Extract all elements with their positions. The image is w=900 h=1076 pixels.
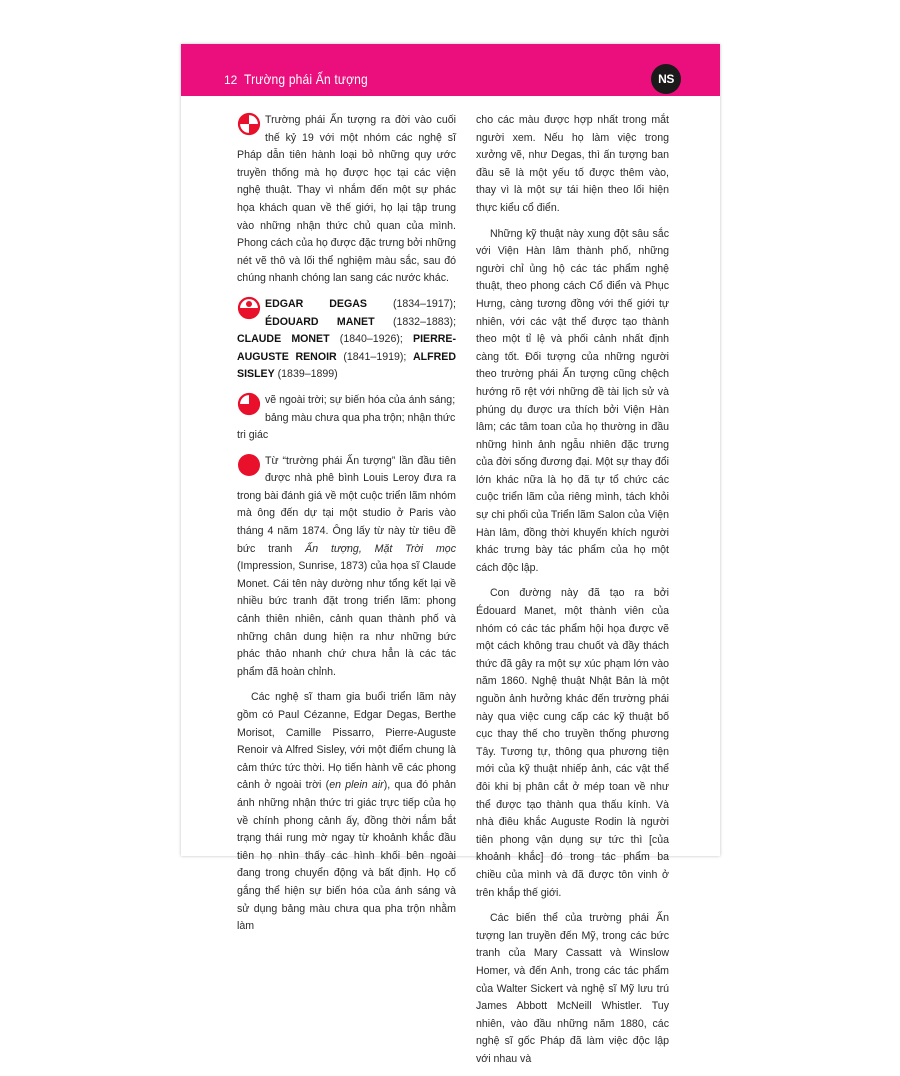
book-page: [181, 44, 720, 1065]
plein-air-term: en plein air: [329, 779, 384, 792]
exhibit-text-b: ), qua đó phản ánh những nhận thức tri giác trực tiếp của họ về chính phong cảnh ấy, đồng thời nắm bắt trạng thái rung mờ ngay từ khoảnh khắc đầu tiên họ nhìn thấy các hình khối bên ngoài đang trong chuyển động và bất định. Họ cố gắng thể hiện sự biến hóa của ánh sáng và sử dụng bảng màu chưa qua pha trộn nhằm làm: [237, 779, 457, 933]
full-circle-icon: [237, 453, 263, 479]
quarter-clock-icon: [237, 112, 263, 138]
exhibit-text-a: Các nghệ sĩ tham gia buổi triển lãm này gồm có Paul Cézanne, Edgar Degas, Berthe Morisot, Camille Pissarro, Pierre-Auguste Renoir và Alfred Sisley, với một điểm chung là cảm thức tức thời. Họ tiến hành vẽ các phong cảnh ở ngoài trời (: [237, 691, 456, 792]
three-quarter-clock-icon: [237, 392, 263, 418]
artist-name: PIERRE-AUGUSTE RENOIR: [237, 333, 456, 363]
paragraph: cho các màu được hợp nhất trong mắt người xem. Nếu họ làm việc trong xưởng vẽ, như Degas, thì ấn tượng ban đầu sẽ là một yếu tố được thêm vào, thay vì là một sự tái hiện theo lối hiện thực kiểu cổ điển.: [476, 114, 669, 214]
artist-dates: (1839–1899): [274, 368, 338, 381]
features-text: vẽ ngoài trời; sự biến hóa của ánh sáng; bảng màu chưa qua pha trộn; nhận thức tri giác: [237, 393, 456, 442]
origin-text-a: Từ “trường phái Ấn tượng” lần đầu tiên được nhà phê bình Louis Leroy đưa ra trong bài đánh giá về một cuộc triển lãm nhóm mà ông đến dự tại một studio ở Paris vào tháng 4 năm 1874. Ông lấy từ này từ tiêu đề bức tranh: [237, 454, 456, 555]
artist-dates: (1841–1919);: [336, 350, 414, 363]
artists-icon: [237, 296, 263, 322]
key-artists: [237, 296, 456, 384]
artist-name: ÉDOUARD MANET: [265, 315, 375, 328]
page-header: [181, 44, 720, 96]
paragraph: Những kỹ thuật này xung đột sâu sắc với Viện Hàn lâm thành phố, những người chỉ ủng hộ các tác phẩm nghệ thuật, theo phong cách Cổ điển và Phục Hưng, càng tương đồng với thế giới tự nhiên, với các vật thể được tạo thành theo một tỉ lệ và phối cảnh nhất định càng tốt. Đối tượng của những người theo trường phái Ấn tượng cũng chệch hướng rõ rệt với những đề tài lịch sử và phúng dụ được ưa thích bởi Viện Hàn lâm; các tâm toan của họ thường in đầu những hình ảnh ngẫu nhiên đặc trưng của đời sống đương đại. Một sự thay đổi lớn khác nữa là họ đã tự tổ chức các cuộc triển lãm của riêng mình, tách khỏi sự chi phối của Triển lãm Salon của Viện Hàn lâm, đồng thời khuyến khích người khác trưng bày tác phẩm của họ một cách độc lập.: [476, 227, 669, 574]
exhibit-paragraph: [237, 689, 456, 935]
artist-dates: (1834–1917);: [366, 297, 456, 310]
artist-name: CLAUDE MONET: [237, 333, 330, 346]
paragraph: Các biến thể của trường phái Ấn tượng lan truyền đến Mỹ, trong các bức tranh của Mary Cassatt và Winslow Homer, và đến Anh, trong các tác phẩm của Walter Sickert và nghệ sĩ Mỹ lưu trú James Abbott McNeill Whistler. Tuy nhiên, vào đầu những năm 1880, các nghệ sĩ gốc Pháp đã làm việc độc lập với nhau và: [476, 912, 669, 1065]
running-title: Trường phái Ấn tượng: [244, 71, 368, 87]
right-column: [476, 112, 669, 1076]
origin-paragraph: [237, 453, 456, 682]
paragraph: Con đường này đã tạo ra bởi Édouard Manet, một thành viên của nhóm có các tác phẩm hội họa được vẽ một cách không trau chuốt và đầy thách thức đã gây ra một sự xúc phạm lớn vào năm 1860. Nghệ thuật Nhật Bản là một nguồn ảnh hưởng khác đến trường phái này qua việc cung cấp các kỹ thuật bố cục thay thế cho truyền thống phương Tây. Tương tự, thông qua phương tiện mới của kỹ thuật nhiếp ảnh, các vật thể đôi khi bị phân cắt ở mép toan về như thể được tạo thành qua thấu kính. Và nhà điêu khắc Auguste Rodin là người tiên phong vận dụng sự tức thì [của khoảnh khắc] đó trong tác phẩm ba chiều của mình và đã được tôn vinh ở trên khắp thế giới.: [476, 587, 669, 899]
intro-text: Trường phái Ấn tượng ra đời vào cuối thế kỷ 19 với một nhóm các nghệ sĩ Pháp dẫn tiên hành loại bỏ những quy ước truyền thống mà họ được học tại các viện nghệ thuật. Thay vì nhắm đến một sự phác họa khách quan về thế giới, họ lại tập trung vào những nhận thức chủ quan của mình. Phong cách của họ được đặc trưng bởi những nét vẽ thô và lối thể nghiệm màu sắc, sau đó chúng nhanh chóng lan sang các nước khác.: [237, 114, 456, 285]
artist-name: ALFRED SISLEY: [237, 350, 456, 381]
features-paragraph: [237, 392, 456, 445]
painting-title: Ấn tượng, Mặt Trời mọc: [305, 542, 456, 555]
artist-dates: (1840–1926);: [329, 333, 414, 346]
page-number: 12: [224, 73, 238, 87]
publisher-logo: NS: [651, 64, 681, 94]
artist-dates: (1832–1883);: [374, 315, 457, 328]
artist-name: EDGAR DEGAS: [265, 297, 367, 310]
origin-text-b: (Impression, Sunrise, 1873) của họa sĩ Claude Monet. Cái tên này dường như tổng kết lại về nhiều bức tranh đặt trong triển lãm: phong cảnh thiên nhiên, cảnh quan thành phố và những chân dung hiện ra như những bức phác thảo nhanh chứ chưa hẳn là các tác phẩm đã hoàn chỉnh.: [237, 560, 456, 678]
left-column: [237, 112, 456, 944]
intro-paragraph: [237, 112, 456, 288]
